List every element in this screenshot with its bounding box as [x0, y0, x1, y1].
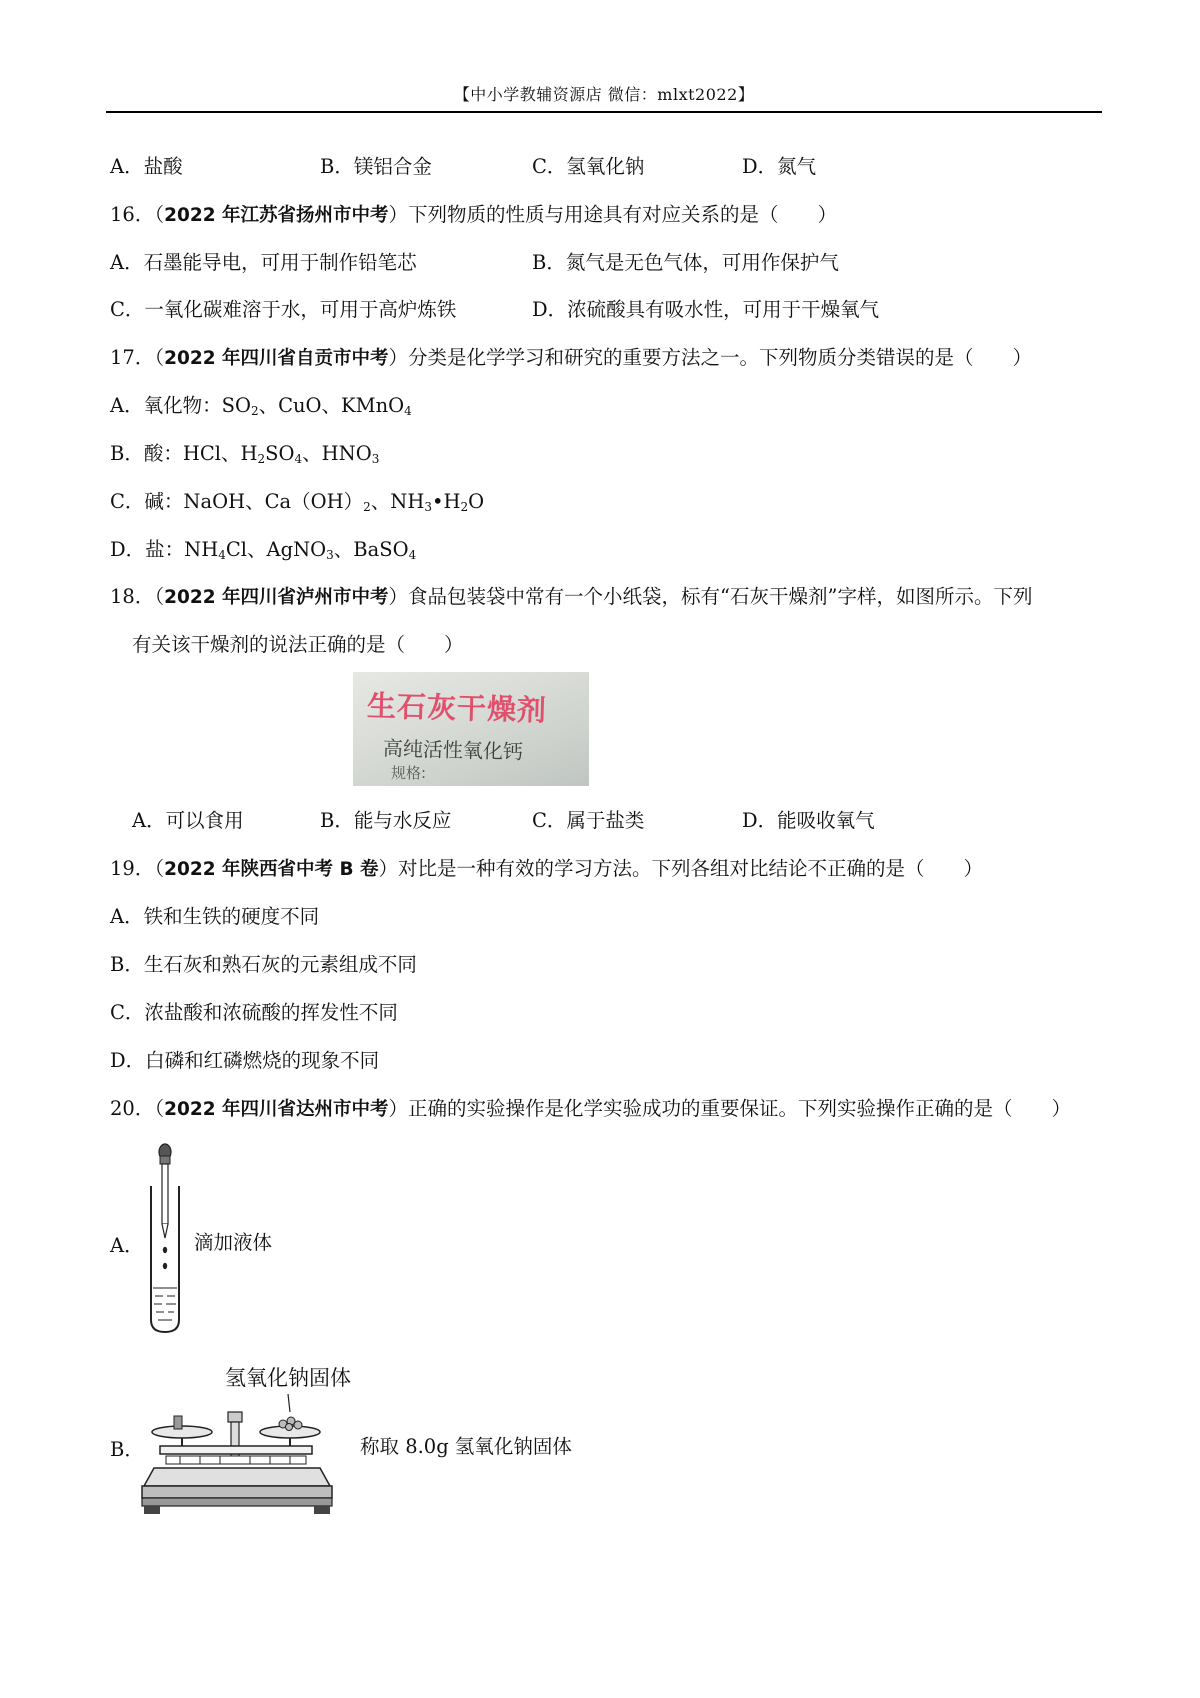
- q15-option-c: C．氢氧化钠: [532, 155, 645, 178]
- q17-option-d: D．盐：$NH_4Cl$、AgNO$_3$、BaSO$_4$: [110, 538, 417, 562]
- q20-option-a-text: 滴加液体: [194, 1231, 273, 1254]
- q19-option-b: B．生石灰和熟石灰的元素组成不同: [110, 953, 417, 976]
- q18-option-d: D．能吸收氧气: [742, 809, 875, 832]
- q18-stem-cont: 有关该干燥剂的说法正确的是（ ）: [132, 633, 464, 656]
- q15-option-a: A．盐酸: [110, 155, 183, 178]
- q19-option-d: D．白磷和红磷燃烧的现象不同: [110, 1049, 380, 1072]
- q20-option-b-text: 称取 8.0g 氢氧化钠固体: [360, 1435, 572, 1458]
- q16-stem: 16．（2022 年江苏省扬州市中考）下列物质的性质与用途具有对应关系的是（ ）: [110, 203, 838, 226]
- q18-source: 2022 年四川省泸州市中考: [164, 587, 389, 608]
- photo-label-title: 生石灰干燥剂: [366, 688, 548, 728]
- q20-option-b-label: B．: [110, 1438, 144, 1461]
- q17-option-a: A．氧化物：$SO_2$、CuO、KMnO$_4$: [110, 394, 412, 418]
- q19-option-c: C．浓盐酸和浓硫酸的挥发性不同: [110, 1001, 398, 1024]
- dropper-test-tube-diagram: [145, 1142, 185, 1334]
- q20-option-a-label: A．: [110, 1234, 144, 1257]
- q18-option-b: B．能与水反应: [320, 809, 452, 832]
- q16-option-d: D．浓硫酸具有吸水性，可用于干燥氧气: [532, 298, 880, 321]
- q16-option-a: A．石墨能导电，可用于制作铅笔芯: [110, 251, 417, 274]
- q17-stem: 17．（2022 年四川省自贡市中考）分类是化学学习和研究的重要方法之一。下列物质分类错误的是（ ）: [110, 346, 1033, 369]
- photo-label-subtitle: 高纯活性氧化钙: [382, 736, 524, 764]
- q16-option-b: B．氮气是无色气体，可用作保护气: [532, 251, 839, 274]
- q20-stem: 20．（2022 年四川省达州市中考）正确的实验操作是化学实验成功的重要保证。下列实验操作正确的是（ ）: [110, 1097, 1072, 1120]
- page-header: 【中小学教辅资源店 微信：mlxt2022】: [453, 85, 755, 104]
- q20-source: 2022 年四川省达州市中考: [164, 1099, 389, 1120]
- q15-option-d: D．氮气: [742, 155, 817, 178]
- q18-option-a: A．可以食用: [132, 809, 244, 832]
- desiccant-packet-photo: [353, 672, 589, 786]
- q18-stem: 18．（2022 年四川省泸州市中考）食品包装袋中常有一个小纸袋，标有“石灰干燥剂”字样，如图所示。下列: [110, 585, 1033, 608]
- q16-option-c: C．一氧化碳难溶于水，可用于高炉炼铁: [110, 298, 457, 321]
- photo-label-spec: 规格:: [391, 764, 427, 782]
- q15-option-b: B．镁铝合金: [320, 155, 432, 178]
- q18-option-c: C．属于盐类: [532, 809, 645, 832]
- q17-option-b: B．酸：HCl、$H_2SO_4$、$HNO_3$: [110, 442, 380, 466]
- q19-option-a: A．铁和生铁的硬度不同: [110, 905, 320, 928]
- q16-source: 2022 年江苏省扬州市中考: [164, 205, 389, 226]
- q19-stem: 19．（2022 年陕西省中考 B 卷）对比是一种有效的学习方法。下列各组对比结论不正确的是（ ）: [110, 857, 984, 880]
- balance-scale-diagram: [140, 1394, 340, 1516]
- balance-caption: 氢氧化钠固体: [225, 1366, 351, 1390]
- q17-source: 2022 年四川省自贡市中考: [164, 348, 389, 369]
- header-rule: [106, 111, 1102, 113]
- q19-source: 2022 年陕西省中考 B 卷: [164, 859, 379, 880]
- q17-option-c: C．碱：NaOH、$Ca(OH)_2$、$NH_3•H_2O$: [110, 490, 485, 514]
